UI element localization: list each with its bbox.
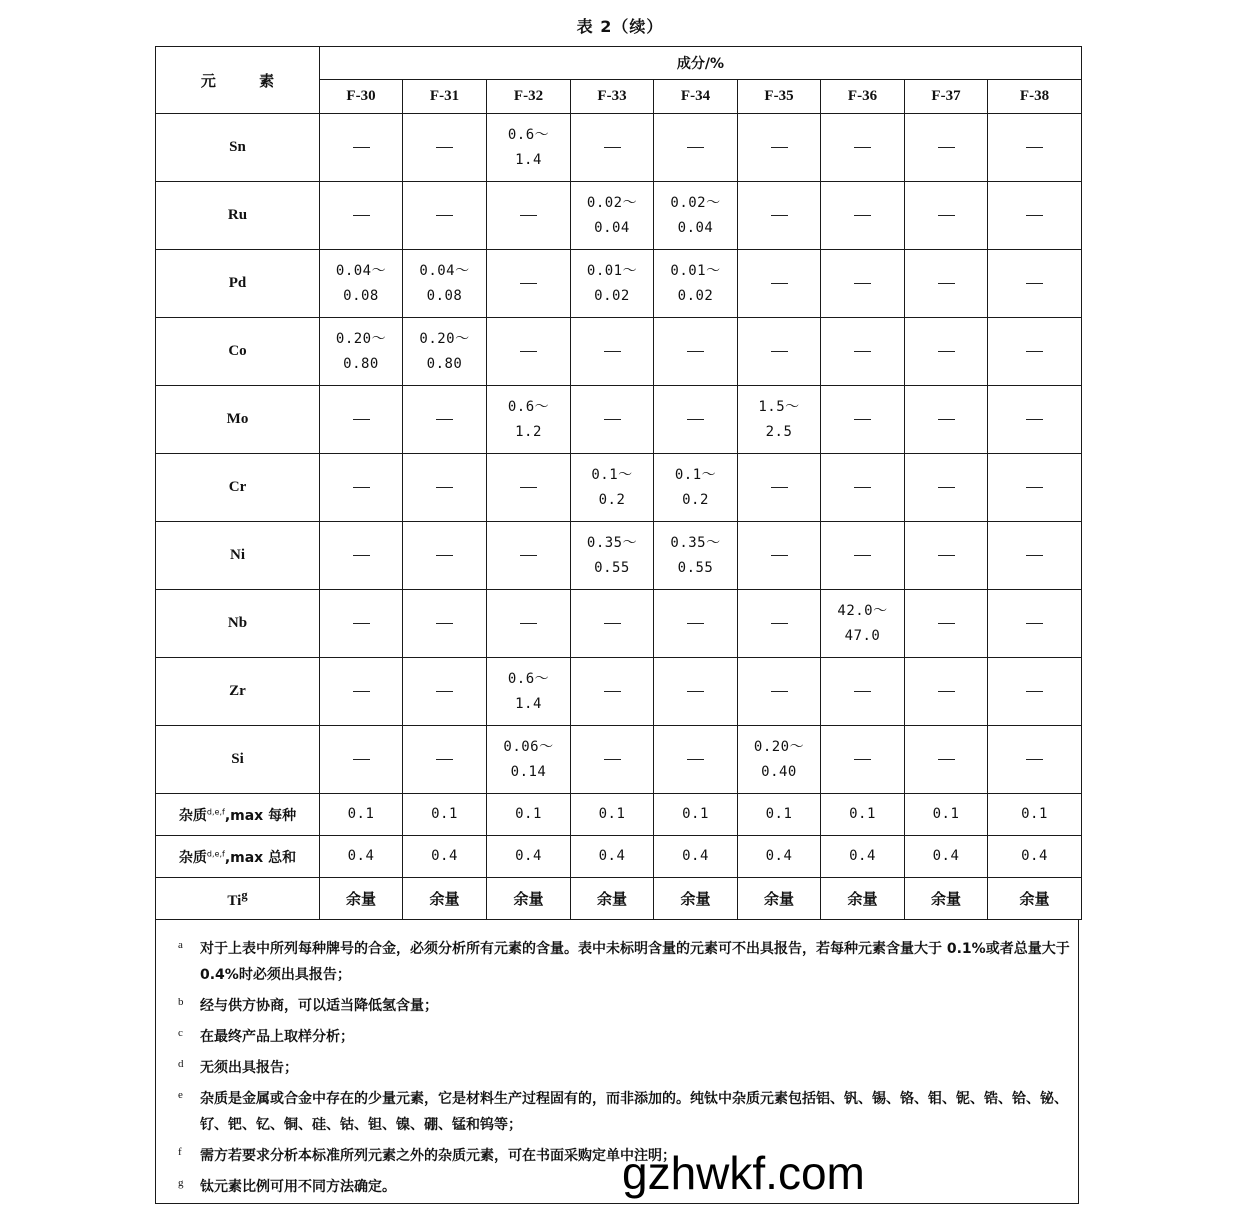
table-cell — [571, 114, 654, 182]
cell-line: 0.80 — [426, 355, 463, 372]
cell-line: 0.08 — [343, 287, 379, 304]
element-label: Zr — [156, 658, 320, 726]
dash-mark — [687, 147, 704, 148]
table-cell — [487, 386, 571, 454]
table-cell — [320, 658, 403, 726]
dash-mark — [1026, 759, 1043, 760]
table-cell: 0.4 — [821, 836, 905, 878]
dash-mark — [771, 215, 788, 216]
cell-line: 0.20～ — [419, 330, 470, 347]
cell-line: 0.06～ — [503, 738, 554, 755]
dash-mark — [604, 147, 621, 148]
dash-mark — [854, 215, 871, 216]
table-cell — [403, 182, 487, 250]
table-cell — [905, 658, 988, 726]
cell-line: 2.5 — [765, 423, 793, 440]
cell-line: 0.80 — [343, 355, 379, 372]
element-label: Ni — [156, 522, 320, 590]
table-cell: 0.1 — [821, 794, 905, 836]
table-cell: 0.4 — [654, 836, 738, 878]
dash-mark — [1026, 419, 1043, 420]
dash-mark — [436, 691, 453, 692]
table-cell — [654, 454, 738, 522]
dash-mark — [771, 283, 788, 284]
table-cell: 0.1 — [905, 794, 988, 836]
table-cell — [821, 182, 905, 250]
dash-mark — [353, 691, 370, 692]
footnote-mark: b — [178, 996, 184, 1008]
cell-line: 1.2 — [515, 423, 542, 440]
table-cell: 0.1 — [571, 794, 654, 836]
dash-mark — [938, 419, 955, 420]
cell-line: 0.6～ — [507, 398, 550, 415]
impurity-total-label — [156, 836, 320, 878]
dash-mark — [353, 215, 370, 216]
table-cell — [487, 250, 571, 318]
table-cell — [654, 658, 738, 726]
impurity-each-label — [156, 794, 320, 836]
table-cell: 0.1 — [403, 794, 487, 836]
dash-mark — [687, 623, 704, 624]
table-cell — [821, 454, 905, 522]
table-cell — [571, 658, 654, 726]
dash-mark — [604, 623, 621, 624]
dash-mark — [436, 487, 453, 488]
cell-line: 42.0～ — [837, 602, 888, 619]
table-cell — [403, 658, 487, 726]
footnote-mark: f — [178, 1146, 182, 1158]
table-cell — [403, 114, 487, 182]
dash-mark — [1026, 283, 1043, 284]
table-cell — [403, 250, 487, 318]
table-cell — [320, 114, 403, 182]
cell-line: 0.20～ — [753, 738, 805, 755]
table-cell — [821, 590, 905, 658]
element-header: 元 素 — [156, 47, 320, 114]
table-cell — [988, 590, 1082, 658]
grade-header: F-37 — [905, 80, 988, 114]
table-cell: 余量 — [905, 878, 988, 920]
table-cell — [654, 726, 738, 794]
table-cell — [571, 386, 654, 454]
cell-line: 0.2 — [598, 491, 626, 508]
dash-mark — [854, 419, 871, 420]
grade-header: F-38 — [988, 80, 1082, 114]
table-row — [156, 726, 1082, 794]
table-cell — [320, 522, 403, 590]
dash-mark — [1026, 623, 1043, 624]
table-cell — [821, 658, 905, 726]
dash-mark — [353, 555, 370, 556]
cell-line: 0.08 — [426, 287, 463, 304]
footnote-mark: e — [178, 1089, 183, 1101]
footnote-ref: d,e,f — [206, 806, 225, 816]
table-cell — [571, 522, 654, 590]
element-label: Cr — [156, 454, 320, 522]
table-cell — [487, 318, 571, 386]
dash-mark — [604, 691, 621, 692]
table-cell — [821, 114, 905, 182]
dash-mark — [938, 215, 955, 216]
table-cell — [487, 522, 571, 590]
dash-mark — [771, 623, 788, 624]
table-cell — [988, 726, 1082, 794]
table-cell — [738, 454, 821, 522]
dash-mark — [1026, 215, 1043, 216]
table-cell — [821, 250, 905, 318]
table-cell: 0.1 — [487, 794, 571, 836]
element-label: Si — [156, 726, 320, 794]
cell-line: 0.14 — [510, 763, 547, 780]
table-cell — [905, 454, 988, 522]
table-cell — [988, 522, 1082, 590]
dash-mark — [938, 691, 955, 692]
table-cell — [821, 726, 905, 794]
table-cell: 余量 — [738, 878, 821, 920]
table-row-ti — [156, 878, 1082, 920]
dash-mark — [854, 351, 871, 352]
table-cell — [821, 386, 905, 454]
dash-mark — [938, 147, 955, 148]
table-cell — [320, 318, 403, 386]
table-row — [156, 522, 1082, 590]
element-label: Mo — [156, 386, 320, 454]
footnote-e — [178, 1086, 1070, 1138]
dash-mark — [1026, 487, 1043, 488]
table-cell — [403, 318, 487, 386]
table-cell — [320, 182, 403, 250]
table-body — [156, 114, 1082, 920]
table-cell: 0.4 — [905, 836, 988, 878]
watermark: gzhwkf.com — [622, 1147, 865, 1199]
cell-line: 0.6～ — [507, 126, 550, 143]
table-cell — [403, 522, 487, 590]
dash-mark — [520, 623, 537, 624]
table-cell — [487, 182, 571, 250]
footnote-text: 对于上表中所列每种牌号的合金，必须分析所有元素的含量。表中未标明含量的元素可不出具报告，若每种元素含量大于 0.1%或者总量大于 0.4%时必须出具报告； — [200, 941, 1070, 983]
table-cell — [905, 114, 988, 182]
table-cell — [571, 590, 654, 658]
cell-line: 0.35～ — [586, 534, 638, 551]
table-cell: 余量 — [320, 878, 403, 920]
dash-mark — [771, 487, 788, 488]
table-row-impurity-each — [156, 794, 1082, 836]
dash-mark — [353, 623, 370, 624]
table-row — [156, 250, 1082, 318]
footnote-mark: c — [178, 1027, 183, 1039]
table-cell: 余量 — [571, 878, 654, 920]
table-cell — [487, 114, 571, 182]
cell-line: 0.02 — [594, 287, 630, 304]
grade-header: F-32 — [487, 80, 571, 114]
dash-mark — [1026, 691, 1043, 692]
table-row — [156, 114, 1082, 182]
table-cell: 0.1 — [738, 794, 821, 836]
table-cell — [738, 522, 821, 590]
table-cell: 0.1 — [654, 794, 738, 836]
dash-mark — [687, 691, 704, 692]
table-cell — [403, 454, 487, 522]
table-cell — [654, 522, 738, 590]
table-cell — [905, 182, 988, 250]
table-row — [156, 386, 1082, 454]
table-row — [156, 318, 1082, 386]
table-cell — [320, 386, 403, 454]
dash-mark — [436, 147, 453, 148]
table-cell — [571, 454, 654, 522]
dash-mark — [353, 147, 370, 148]
table-cell — [905, 386, 988, 454]
dash-mark — [604, 759, 621, 760]
dash-mark — [520, 283, 537, 284]
ti-label — [156, 878, 320, 920]
footnote-mark: d — [178, 1058, 184, 1070]
footnote-text: 经与供方协商，可以适当降低氢含量； — [200, 998, 438, 1014]
dash-mark — [1026, 555, 1043, 556]
cell-line: 0.1～ — [591, 466, 633, 483]
table-cell: 余量 — [654, 878, 738, 920]
label-suffix: ,max 每种 — [224, 807, 297, 824]
table-cell — [738, 318, 821, 386]
dash-mark — [771, 555, 788, 556]
footnote-text: 杂质是金属或合金中存在的少量元素，它是材料生产过程固有的，而非添加的。纯钛中杂质元素包括铝、钒、锡、铬、钼、铌、锆、铪、铋、钌、钯、钇、铜、硅、钴、钽、镍、硼、锰和钨等； — [200, 1091, 1068, 1133]
dash-mark — [436, 759, 453, 760]
footnote-text: 钛元素比例可用不同方法确定。 — [200, 1179, 396, 1195]
table-cell — [654, 250, 738, 318]
table-cell — [821, 318, 905, 386]
table-row — [156, 182, 1082, 250]
label-suffix: ,max 总和 — [224, 849, 297, 866]
footnote-text: 无须出具报告； — [200, 1060, 298, 1076]
dash-mark — [604, 351, 621, 352]
table-cell — [487, 590, 571, 658]
cell-line: 0.04 — [677, 219, 714, 236]
dash-mark — [436, 623, 453, 624]
cell-line: 1.4 — [515, 151, 542, 168]
dash-mark — [520, 351, 537, 352]
grade-header: F-30 — [320, 80, 403, 114]
dash-mark — [687, 759, 704, 760]
table-cell: 0.4 — [738, 836, 821, 878]
table-cell — [403, 386, 487, 454]
table-cell: 0.1 — [320, 794, 403, 836]
dash-mark — [938, 283, 955, 284]
table-cell — [988, 658, 1082, 726]
cell-line: 0.35～ — [670, 534, 721, 551]
cell-line: 0.04 — [594, 219, 630, 236]
dash-mark — [938, 487, 955, 488]
footnote-b — [178, 993, 1070, 1019]
table-cell: 0.1 — [988, 794, 1082, 836]
table-cell — [988, 114, 1082, 182]
dash-mark — [938, 759, 955, 760]
cell-line: 0.40 — [761, 763, 797, 780]
table-cell — [738, 250, 821, 318]
dash-mark — [687, 351, 704, 352]
table-cell — [738, 590, 821, 658]
dash-mark — [353, 419, 370, 420]
table-cell: 0.4 — [320, 836, 403, 878]
dash-mark — [938, 623, 955, 624]
grade-header: F-34 — [654, 80, 738, 114]
table-cell: 0.4 — [571, 836, 654, 878]
label-text: 杂质 — [178, 807, 207, 824]
table-cell — [571, 250, 654, 318]
cell-line: 0.01～ — [670, 262, 721, 279]
cell-line: 0.02 — [677, 287, 714, 304]
element-label: Nb — [156, 590, 320, 658]
table-cell — [320, 590, 403, 658]
cell-line: 47.0 — [844, 627, 881, 644]
dash-mark — [771, 147, 788, 148]
dash-mark — [938, 555, 955, 556]
cell-line: 1.5～ — [758, 398, 800, 415]
table-cell — [738, 182, 821, 250]
table-cell — [905, 726, 988, 794]
table-cell: 余量 — [988, 878, 1082, 920]
dash-mark — [520, 555, 537, 556]
table-cell — [320, 726, 403, 794]
dash-mark — [520, 215, 537, 216]
table-cell: 余量 — [403, 878, 487, 920]
table-row — [156, 658, 1082, 726]
footnote-d — [178, 1055, 1070, 1081]
table-cell — [988, 250, 1082, 318]
footnotes-box — [155, 920, 1079, 1204]
cell-line: 0.04～ — [419, 262, 470, 279]
footnote-ref: d,e,f — [206, 848, 225, 858]
table-cell — [905, 318, 988, 386]
cell-line: 1.4 — [515, 695, 542, 712]
table-cell — [654, 182, 738, 250]
dash-mark — [687, 419, 704, 420]
table-cell — [988, 318, 1082, 386]
table-cell — [988, 386, 1082, 454]
dash-mark — [353, 487, 370, 488]
table-cell — [654, 590, 738, 658]
table-cell — [738, 114, 821, 182]
table-cell — [905, 522, 988, 590]
cell-line: 0.02～ — [670, 194, 721, 211]
dash-mark — [436, 215, 453, 216]
table-cell — [905, 590, 988, 658]
table-row — [156, 454, 1082, 522]
footnote-mark: g — [178, 1177, 184, 1189]
footnote-text: 需方若要求分析本标准所列元素之外的杂质元素，可在书面采购定单中注明； — [200, 1148, 676, 1164]
table-cell — [320, 250, 403, 318]
dash-mark — [1026, 351, 1043, 352]
composition-header: 成分/% — [320, 47, 1082, 80]
cell-line: 0.20～ — [335, 330, 387, 347]
cell-line: 0.04～ — [335, 262, 387, 279]
table-cell — [821, 522, 905, 590]
cell-line: 0.55 — [594, 559, 630, 576]
cell-line: 0.2 — [682, 491, 709, 508]
table-cell: 0.4 — [487, 836, 571, 878]
dash-mark — [854, 691, 871, 692]
dash-mark — [436, 555, 453, 556]
grade-header: F-33 — [571, 80, 654, 114]
grade-header: F-35 — [738, 80, 821, 114]
cell-line: 0.01～ — [586, 262, 638, 279]
element-label: Co — [156, 318, 320, 386]
table-cell: 0.4 — [403, 836, 487, 878]
cell-line: 0.1～ — [674, 466, 717, 483]
footnote-mark: a — [178, 939, 183, 951]
dash-mark — [854, 147, 871, 148]
dash-mark — [938, 351, 955, 352]
table-cell — [738, 386, 821, 454]
cell-line: 0.55 — [677, 559, 714, 576]
footnote-c — [178, 1024, 1070, 1050]
grade-header: F-36 — [821, 80, 905, 114]
dash-mark — [353, 759, 370, 760]
table-cell — [738, 658, 821, 726]
table-cell: 余量 — [487, 878, 571, 920]
dash-mark — [854, 283, 871, 284]
table-cell — [403, 726, 487, 794]
cell-line: 0.02～ — [586, 194, 638, 211]
table-cell — [654, 318, 738, 386]
dash-mark — [771, 351, 788, 352]
dash-mark — [604, 419, 621, 420]
table-cell: 余量 — [821, 878, 905, 920]
dash-mark — [1026, 147, 1043, 148]
table-caption: 表 2（续） — [576, 17, 664, 36]
table-cell — [487, 454, 571, 522]
table-cell — [487, 658, 571, 726]
table-cell — [905, 250, 988, 318]
table-cell — [571, 318, 654, 386]
table-cell: 0.4 — [988, 836, 1082, 878]
label-text: 杂质 — [178, 849, 207, 866]
table-cell — [654, 386, 738, 454]
table-row-impurity-total — [156, 836, 1082, 878]
cell-line: 0.6～ — [507, 670, 550, 687]
dash-mark — [854, 487, 871, 488]
table-row — [156, 590, 1082, 658]
dash-mark — [436, 419, 453, 420]
dash-mark — [520, 487, 537, 488]
table-cell — [738, 726, 821, 794]
dash-mark — [854, 759, 871, 760]
table-cell — [487, 726, 571, 794]
element-label: Pd — [156, 250, 320, 318]
table-cell — [571, 726, 654, 794]
table-cell — [654, 114, 738, 182]
element-label: Ru — [156, 182, 320, 250]
footnote-text: 在最终产品上取样分析； — [200, 1029, 354, 1045]
table-cell — [403, 590, 487, 658]
footnote-a — [178, 936, 1070, 988]
element-label: Sn — [156, 114, 320, 182]
table-cell — [320, 454, 403, 522]
grade-header: F-31 — [403, 80, 487, 114]
footnote-ref: g — [241, 887, 248, 902]
table-cell — [988, 182, 1082, 250]
composition-table — [155, 46, 1082, 920]
table-cell — [988, 454, 1082, 522]
label-text: Ti — [227, 892, 242, 909]
dash-mark — [854, 555, 871, 556]
dash-mark — [771, 691, 788, 692]
table-cell — [571, 182, 654, 250]
